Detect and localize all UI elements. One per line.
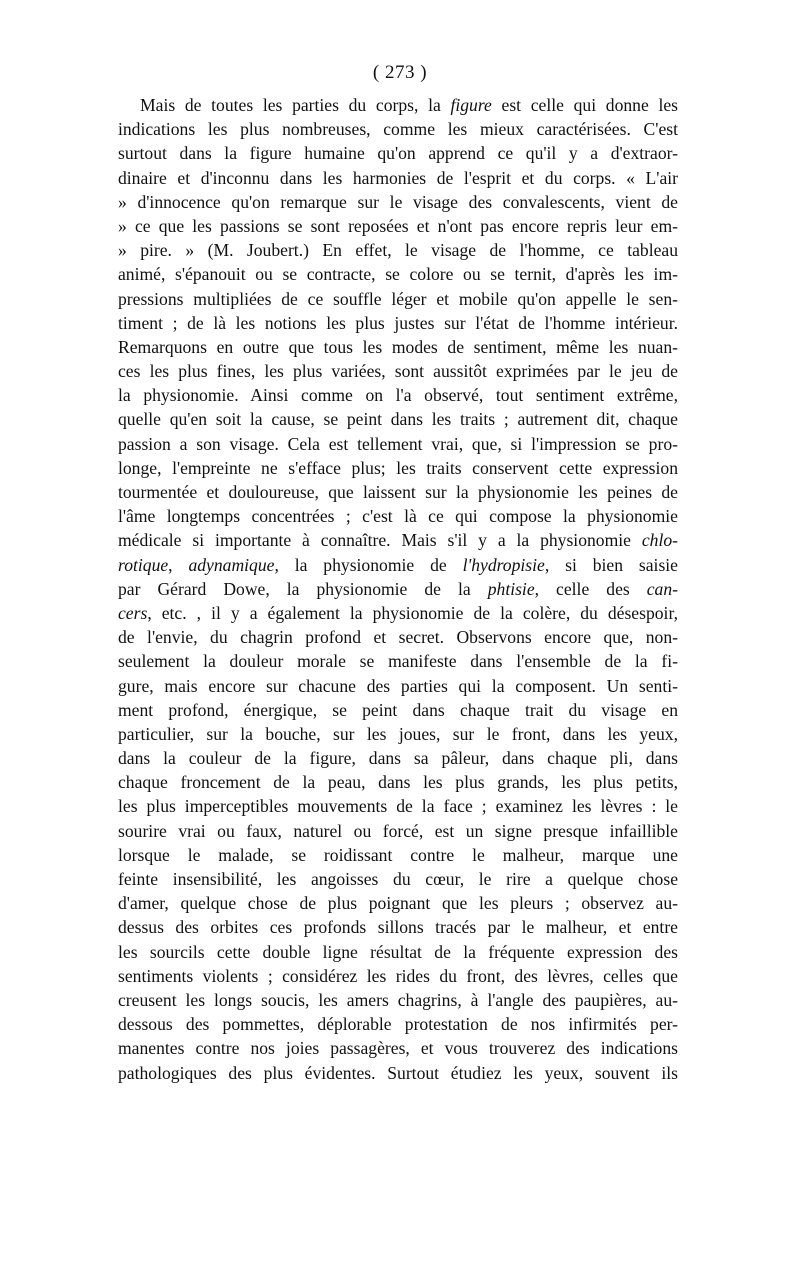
text-segment: Mais de toutes les parties du corps, la [140,95,451,115]
text-segment: » ce que les passions se sont reposées et n'ont pas encore repris leur em- [118,215,678,236]
text-line [118,891,678,915]
text-segment: les plus imperceptibles mouvements de la face ; examinez les lèvres : le [118,796,678,817]
text-segment: timent ; de là les notions les plus justes sur l'état de l'homme intérieur. [118,312,678,333]
text-line [118,964,678,988]
text-line [118,843,678,867]
text-line [118,93,678,117]
text-segment: tourmentée et douloureuse, que laissent sur la physionomie les peines de [118,482,678,502]
text-segment: , [168,554,189,575]
text-line [118,1061,678,1085]
text-line [118,190,678,214]
text-segment: , etc. , il y a également la physionomie de la colère, du désespoir, [147,602,678,623]
italic-text: rotique [118,554,169,575]
text-line [118,262,678,286]
text-line [118,480,678,504]
text-segment: dessus des orbites ces profonds sillons tracés par le malheur, et entre [118,917,678,938]
italic-text: adynamique [188,554,275,575]
text-line [118,746,678,770]
italic-text: can- [646,578,679,599]
italic-text: l'hydropisie [462,554,545,575]
text-line [118,528,678,552]
text-line [118,674,678,698]
text-segment: feinte insensibilité, les angoisses du cœur, le rire a quelque chose [118,869,678,889]
page-number: ( 273 ) [372,62,428,83]
text-line [118,335,678,359]
text-line [118,698,678,722]
text-segment: est celle qui donne les [491,95,678,115]
body-text [118,93,678,1085]
text-segment: , celle des [534,578,647,599]
text-segment: ces les plus fines, les plus variées, sont aussitôt exprimées par le jeu de [118,361,678,382]
text-segment: seulement la douleur morale se manifeste dans l'ensemble de la fi- [118,651,678,672]
text-segment: dans la couleur de la figure, dans sa pâleur, dans chaque pli, dans [118,748,678,769]
text-segment: ment profond, énergique, se peint dans chaque trait du visage en [118,699,678,720]
text-segment: longe, l'empreinte ne s'efface plus; les traits conservent cette expression [118,457,678,478]
text-line [118,238,678,262]
text-segment: surtout dans la figure humaine qu'on apprend ce qu'il y a d'extraor- [118,143,678,164]
text-line [118,794,678,818]
text-segment: » pire. » (M. Joubert.) En effet, le visage de l'homme, ce tableau [118,240,678,261]
text-line [118,214,678,238]
text-line [118,940,678,964]
text-line [118,722,678,746]
text-segment: creusent les longs soucis, les amers chagrins, à l'angle des paupières, au- [118,989,678,1010]
text-line [118,819,678,843]
text-segment: la physionomie. Ainsi comme on l'a observé, tout sentiment extrême, [118,385,678,406]
text-line [118,383,678,407]
italic-text: chlo- [641,530,678,551]
text-segment: médicale si importante à connaître. Mais s'il y a la physionomie [118,530,642,551]
text-line [118,166,678,190]
text-segment: gure, mais encore sur chacune des parties qui la composent. Un senti- [118,675,678,696]
text-line [118,1036,678,1060]
text-segment: l'âme longtemps concentrées ; c'est là ce qui compose la physionomie [118,506,678,527]
text-line [118,141,678,165]
text-segment: chaque froncement de la peau, dans les plus grands, les plus petits, [118,772,678,793]
text-segment: passion a son visage. Cela est tellement vrai, que, si l'impression se pro- [118,433,678,454]
italic-text: figure [450,95,492,115]
text-segment: de l'envie, du chagrin profond et secret. Observons encore que, non- [118,627,678,648]
text-line [118,770,678,794]
text-segment: pathologiques des plus évidentes. Surtout étudiez les yeux, souvent ils [118,1062,678,1083]
italic-text: phtisie [487,578,535,599]
text-segment: manentes contre nos joies passagères, et vous trouverez des indications [118,1038,678,1059]
text-line [118,625,678,649]
text-line [118,504,678,528]
italic-text: cers [118,602,148,623]
text-segment: , si bien saisie [544,554,678,575]
text-segment: sentiments violents ; considérez les rides du front, des lèvres, celles que [118,965,678,986]
text-line [118,601,678,625]
text-segment: d'amer, quelque chose de plus poignant que les pleurs ; observez au- [118,893,678,914]
text-segment: animé, s'épanouit ou se contracte, se colore ou se ternit, d'après les im- [118,264,678,285]
text-line [118,553,678,577]
text-line [118,287,678,311]
text-line [118,456,678,480]
text-line [118,311,678,335]
text-segment: » d'innocence qu'on remarque sur le visage des convalescents, vient de [118,191,678,212]
text-line [118,988,678,1012]
text-line [118,432,678,456]
text-segment: sourire vrai ou faux, naturel ou forcé, est un signe presque infaillible [118,820,678,841]
text-line [118,407,678,431]
text-line [118,577,678,601]
text-segment: dinaire et d'inconnu dans les harmonies de l'esprit et du corps. « L'air [118,167,678,188]
text-segment: particulier, sur la bouche, sur les joues, sur le front, dans les yeux, [118,723,678,744]
text-line [118,1012,678,1036]
text-line [118,867,678,891]
text-line [118,359,678,383]
text-line [118,915,678,939]
text-segment: quelle qu'en soit la cause, se peint dans les traits ; autrement dit, chaque [118,409,678,430]
text-segment: Remarquons en outre que tous les modes de sentiment, même les nuan- [118,336,678,357]
text-segment: , la physionomie de [274,554,463,575]
text-line [118,649,678,673]
text-segment: dessous des pommettes, déplorable protestation de nos infirmités per- [118,1014,678,1035]
text-segment: lorsque le malade, se roidissant contre le malheur, marque une [118,844,678,865]
text-segment: les sourcils cette double ligne résultat de la fréquente expression des [118,941,678,962]
text-segment: par Gérard Dowe, la physionomie de la [118,578,488,599]
text-segment: indications les plus nombreuses, comme les mieux caractérisées. C'est [118,119,678,140]
text-line [118,117,678,141]
text-segment: pressions multipliées de ce souffle léger et mobile qu'on appelle le sen- [118,288,678,309]
